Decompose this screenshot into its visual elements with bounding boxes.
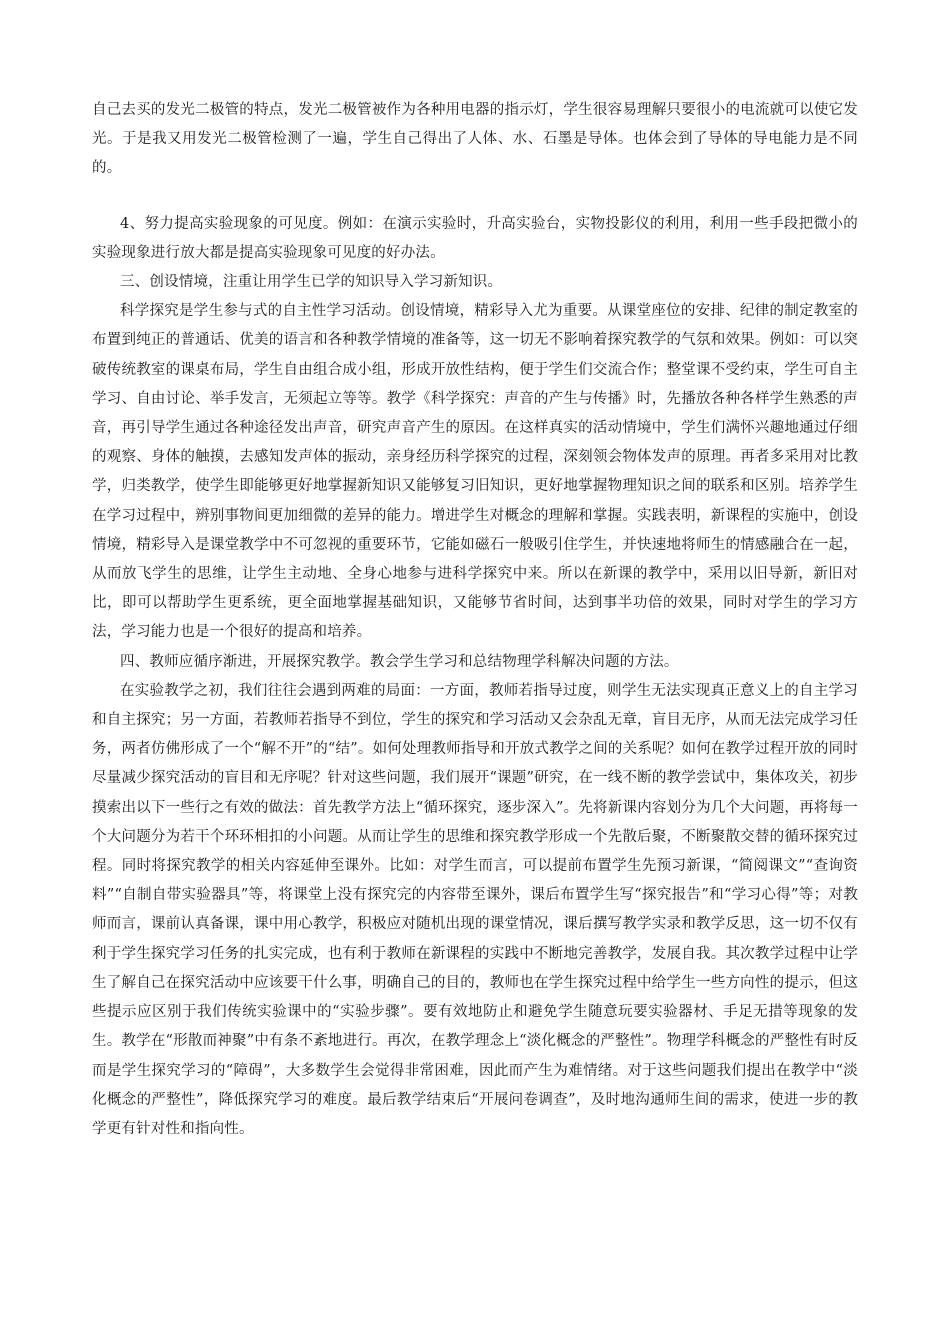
paragraph-led-conclusion: 自己去买的发光二极管的特点，发光二极管被作为各种用电器的指示灯，学生很容易理解只要很小的电流就可以使它发光。于是我又用发光二极管检测了一遍，学生自己得出了人体、水、石墨是导体。也体会到了导体的导电能力是不同的。 bbox=[92, 102, 858, 177]
paragraph-spacer bbox=[92, 184, 858, 210]
paragraph-experimental-teaching: 在实验教学之初，我们往往会遇到两难的局面：一方面，教师若指导过度，则学生无法实现真正意义上的自主学习和自主探究；另一方面，若教师若指导不到位，学生的探究和学习活动又会杂乱无章，盲目无序，从而无法完成学习任务，两者仿佛形成了一个“解不开”的“结”。如何处理教师指导和开放式教学之间的关系呢？如何在教学过程开放的同时尽量减少探究活动的盲目和无序呢？针对这些问题，我们展开“课题”研究，在一线不断的教学尝试中，集体攻关，初步摸索出以下一些行之有效的做法：首先教学方法上“循环探究，逐步深入”。先将新课内容划分为几个大问题，再将每一个大问题分为若干个环环相扣的小问题。从而让学生的思维和探究教学形成一个先散后聚，不断聚散交替的循环探究过程。同时将探究教学的相关内容延伸至课外。比如：对学生而言，可以提前布置学生先预习新课，“简阅课文”“查询资料”“自制自带实验器具”等，将课堂上没有探究完的内容带至课外，课后布置学生写“探究报告”和“学习心得”等；对教师而言，课前认真备课，课中用心教学，积极应对随机出现的课堂情况，课后撰写教学实录和教学反思，这一切不仅有利于学生探究学习任务的扎实完成，也有利于教师在新课程的实践中不断地完善教学，发展自我。其次教学过程中让学生了解自己在探究活动中应该要干什么事，明确自己的目的，教师也在学生探究过程中给学生一些方向性的提示，但这些提示应区别于我们传统实验课中的“实验步骤”。要有效地防止和避免学生随意玩要实验器材、手足无措等现象的发生。教学在“形散而神聚”中有条不紊地进行。再次，在教学理念上“淡化概念的严整性”。物理学科概念的严整性有时反而是学生探究学习的“障碍”，大多数学生会觉得非常困难，因此而产生为难情绪。对于这些问题我们提出在教学中“淡化概念的严整性”，降低探究学习的难度。最后教学结束后“开展问卷调查”，及时地沟通师生间的需求，使进一步的教学更有针对性和指向性。 bbox=[92, 682, 858, 1137]
paragraph-scientific-inquiry: 科学探究是学生参与式的自主性学习活动。创设情境，精彩导入尤为重要。从课堂座位的安排、纪律的制定教室的布置到纯正的普通话、优美的语言和各种教学情境的准备等，这一切无不影响着探究教学的气氛和效果。例如：可以突破传统教室的课桌布局，学生自由组合成小组，形成开放性结构，便于学生们交流合作；整堂课不受约束，学生可自主学习、自由讨论、举手发言，无须起立等等。教学《科学探究：声音的产生与传播》时，先播放各种各样学生熟悉的声音，再引导学生通过各种途径发出声音，研究声音产生的原因。在这样真实的活动情境中，学生们满怀兴趣地通过仔细的观察、身体的触摸，去感知发声体的振动，亲身经历科学探究的过程，深刻领会物体发声的原理。再者多采用对比教学，归类教学，使学生即能够更好地掌握新知识又能够复习旧知识，更好地掌握物理知识之间的联系和区别。培养学生在学习过程中，辨别事物间更加细微的差异的能力。增进学生对概念的理解和掌握。实践表明，新课程的实施中，创设情境，精彩导入是课堂教学中不可忽视的重要环节，它能如磁石一般吸引住学生，并快速地将师生的情感融合在一起，从而放飞学生的思维，让学生主动地、全身心地参与进科学探究中来。所以在新课的教学中，采用以旧导新，新旧对比，即可以帮助学生更系统，更全面地掌握基础知识，又能够节省时间，达到事半功倍的效果，同时对学生的学习方法，学习能力也是一个很好的提高和培养。 bbox=[92, 303, 858, 641]
section-heading-3: 三、创设情境，注重让用学生已学的知识导入学习新知识。 bbox=[120, 274, 503, 291]
paragraph-visibility-point-4: 4、努力提高实验现象的可见度。例如：在演示实验时，升高实验台，实物投影仪的利用，利用一些手段把微小的实验现象进行放大都是提高实验现象可见度的好办法。 bbox=[92, 215, 858, 261]
document-page bbox=[92, 96, 858, 1144]
section-heading-4: 四、教师应循序渐进，开展探究教学。教会学生学习和总结物理学科解决问题的方法。 bbox=[120, 653, 679, 670]
